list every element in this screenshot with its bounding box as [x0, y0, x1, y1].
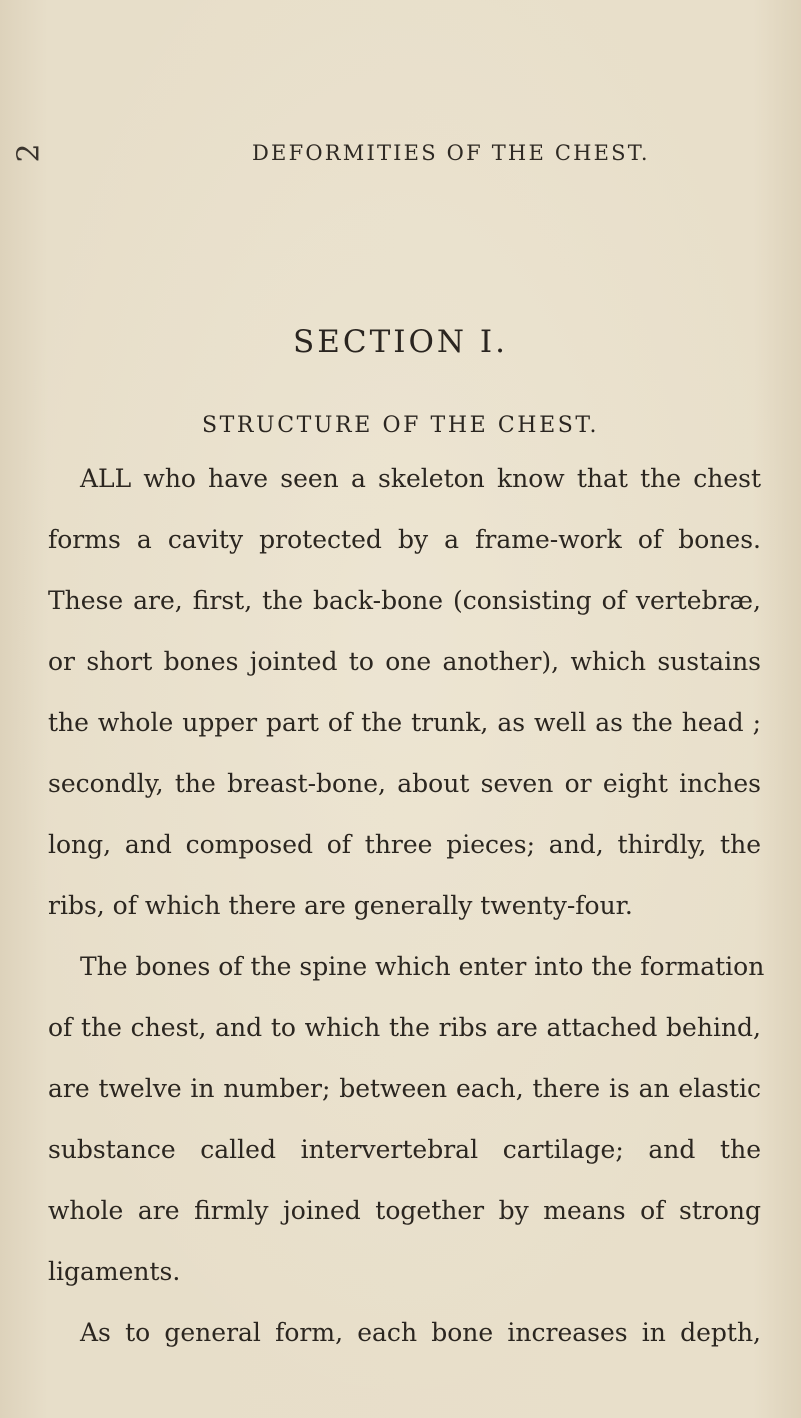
- text-line: or short bones jointed to one another), which sustains: [48, 647, 761, 676]
- text-line: are twelve in number; between each, there is an elastic: [48, 1074, 761, 1103]
- text-line: whole are firmly joined together by means of strong: [48, 1196, 761, 1225]
- text-line: ribs, of which there are generally twenty-four.: [48, 891, 633, 920]
- text-line: substance called intervertebral cartilage; and the: [48, 1135, 761, 1164]
- section-title: SECTION I.: [292, 324, 508, 360]
- text-line: ligaments.: [48, 1257, 181, 1286]
- text-line: The bones of the spine which enter into the formation: [80, 952, 765, 981]
- text-line: the whole upper part of the trunk, as well as the head ;: [48, 708, 761, 737]
- running-head: DEFORMITIES OF THE CHEST.: [252, 141, 650, 165]
- text-line: These are, first, the back-bone (consisting of vertebræ,: [48, 586, 761, 615]
- text-line: forms a cavity protected by a frame-work of bones.: [48, 525, 761, 554]
- text-line: secondly, the breast-bone, about seven or eight inches: [48, 769, 761, 798]
- text-line: ALL who have seen a skeleton know that the chest: [80, 464, 761, 493]
- text-line: As to general form, each bone increases in depth,: [80, 1318, 761, 1347]
- page-number: 2: [11, 143, 47, 163]
- text-line: long, and composed of three pieces; and, thirdly, the: [48, 830, 761, 859]
- text-line: of the chest, and to which the ribs are attached behind,: [48, 1013, 761, 1042]
- section-subheading: STRUCTURE OF THE CHEST.: [201, 413, 600, 438]
